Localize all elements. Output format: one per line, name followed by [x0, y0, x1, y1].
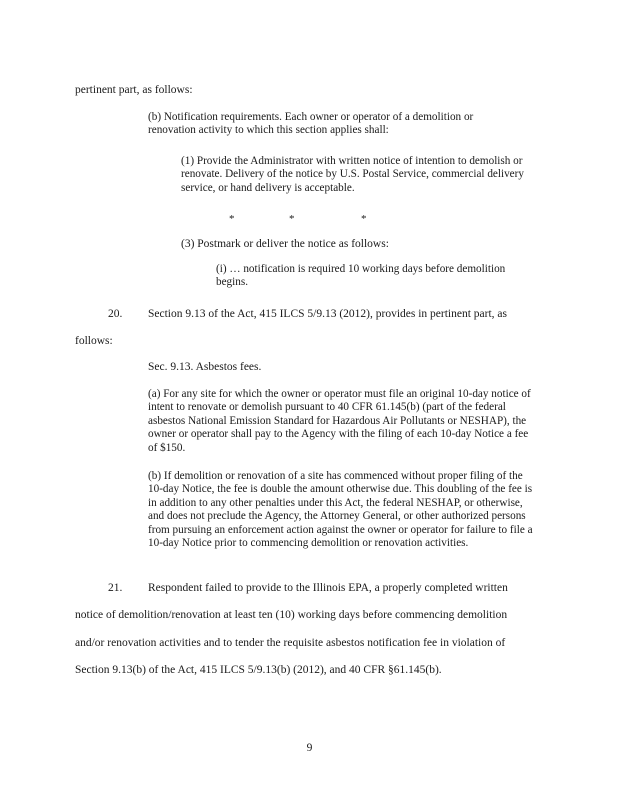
intro-line: pertinent part, as follows:	[75, 84, 193, 96]
section-title: Sec. 9.13. Asbestos fees.	[148, 361, 262, 373]
section-subsection-b: (b) If demolition or renovation of a site has commenced without proper filing of the 10-day Notice, the fee is double the amount otherwise due. This doubling of the fee is in addition to any other penalties under this Act, the federal NESHAP, or otherwise, and does not preclude the Agency, the Attorney General, or other authorized persons from pursuing an enforcement action against the owner or operator for failure to file a 10-day Notice prior to commencing demolition or renovation activities.	[148, 470, 533, 550]
paragraph-21-number: 21.	[108, 582, 123, 594]
asterisk: *	[229, 213, 235, 225]
quote-item-3i: (i) … notification is required 10 working days before demolition begins.	[216, 263, 506, 289]
paragraph-20-number: 20.	[108, 308, 123, 320]
paragraph-20-text: Section 9.13 of the Act, 415 ILCS 5/9.13 (2012), provides in pertinent part, as	[148, 308, 507, 320]
paragraph-21-line: Section 9.13(b) of the Act, 415 ILCS 5/9.13(b) (2012), and 40 CFR §61.145(b).	[75, 664, 442, 676]
quote-item-1: (1) Provide the Administrator with written notice of intention to demolish or renovate. Delivery of the notice by U.S. Postal Service, commercial delivery service, or hand delivery is acceptable.	[181, 155, 524, 194]
quote-item-3: (3) Postmark or deliver the notice as follows:	[181, 238, 389, 250]
quote-notification-requirements: (b) Notification requirements. Each owner or operator of a demolition or renovation activity to which this section applies shall:	[148, 111, 474, 137]
asterisk: *	[361, 213, 367, 225]
paragraph-20-text-cont: follows:	[75, 335, 113, 347]
paragraph-21-line: and/or renovation activities and to tender the requisite asbestos notification fee in violation of	[75, 637, 506, 649]
asterisk: *	[289, 213, 295, 225]
paragraph-21-line: notice of demolition/renovation at least ten (10) working days before commencing demolition	[75, 609, 508, 621]
page-number: 9	[306, 742, 313, 754]
paragraph-21-line: Respondent failed to provide to the Illinois EPA, a properly completed written	[148, 582, 508, 594]
section-subsection-a: (a) For any site for which the owner or operator must file an original 10-day notice of intent to renovate or demolish pursuant to 40 CFR 61.145(b) (part of the federal asbestos National Emission Standard for Hazardous Air Pollutants or NESHAP), the owner or operator shall pay to the Agency with the filing of each 10-day Notice a fee of $150.	[148, 388, 531, 454]
